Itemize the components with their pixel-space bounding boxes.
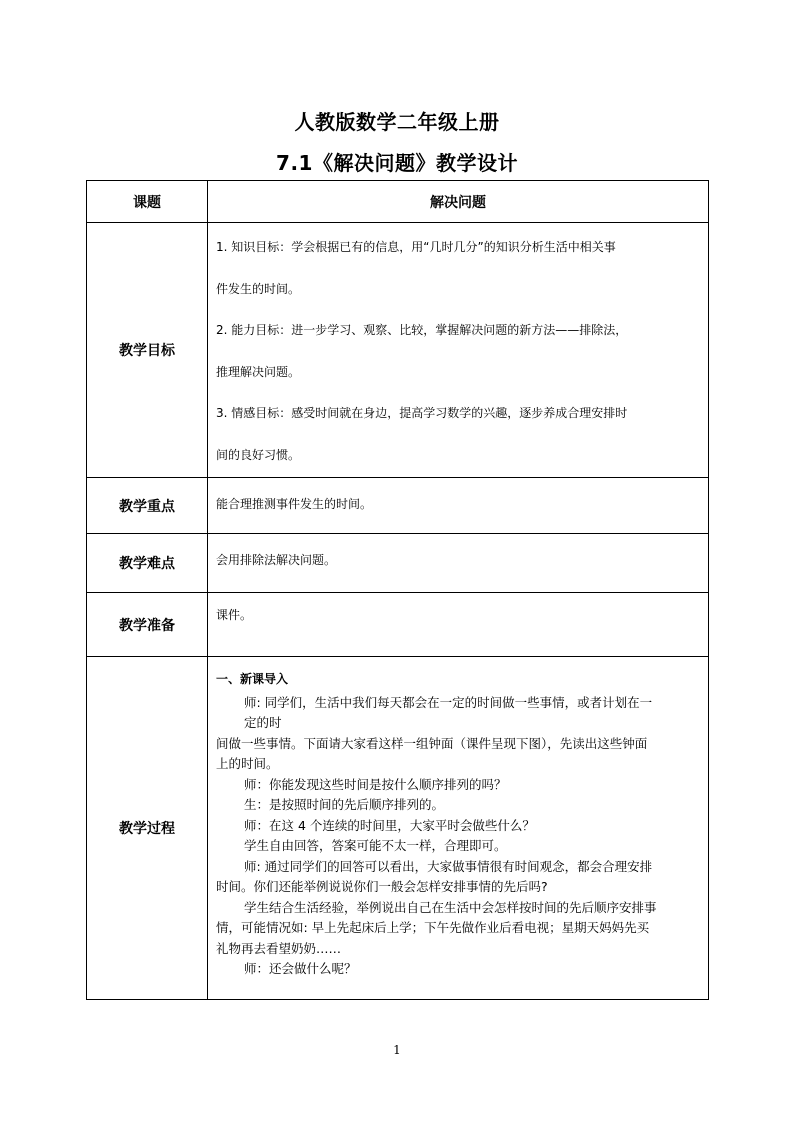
preparation-text: 课件。 bbox=[216, 608, 253, 622]
process-line: 师：在这 4 个连续的时间里，大家平时会做些什么？ bbox=[244, 817, 535, 833]
goal-line: 2. 能力目标：进一步学习、观察、比较，掌握解决问题的新方法——排除法， bbox=[216, 323, 628, 337]
key-point-text: 能合理推测事件发生的时间。 bbox=[216, 497, 373, 511]
difficulty-label: 教学难点 bbox=[87, 534, 208, 593]
goal-line: 3. 情感目标：感受时间就在身边，提高学习数学的兴趣，逐步养成合理安排时 bbox=[216, 406, 628, 420]
topic-value: 解决问题 bbox=[208, 181, 709, 223]
key-point-cell bbox=[208, 478, 709, 534]
process-line: 情，可能情况如: 早上先起床后上学；下午先做作业后看电视；星期天妈妈先买 bbox=[216, 920, 650, 935]
goal-line: 间的良好习惯。 bbox=[216, 447, 301, 462]
process-line: 上的时间。 bbox=[216, 756, 279, 771]
process-line: 学生自由回答，答案可能不太一样，合理即可。 bbox=[244, 838, 507, 853]
preparation-label: 教学准备 bbox=[87, 593, 208, 657]
process-line: 师: 同学们，生活中我们每天都会在一定的时间做一些事情，或者计划在一 bbox=[244, 694, 653, 710]
difficulty-cell bbox=[208, 534, 709, 593]
document-subtitle: 7.1《解决问题》教学设计 bbox=[276, 151, 518, 175]
key-point-label: 教学重点 bbox=[87, 478, 208, 534]
table-row-key-point bbox=[87, 478, 709, 534]
process-line: 生：是按照时间的先后顺序排列的。 bbox=[244, 797, 445, 812]
process-cell bbox=[208, 657, 709, 1000]
topic-label: 课题 bbox=[87, 181, 208, 223]
table-row-topic bbox=[87, 181, 709, 223]
preparation-cell bbox=[208, 593, 709, 657]
process-line: 礼物再去看望奶奶…… bbox=[216, 940, 342, 956]
process-line: 时间。你们还能举例说说你们一般会怎样安排事情的先后吗? bbox=[216, 879, 548, 894]
goals-label: 教学目标 bbox=[87, 223, 208, 478]
process-text bbox=[208, 657, 708, 980]
goals-cell bbox=[208, 223, 709, 478]
goal-line: 件发生的时间。 bbox=[216, 281, 301, 296]
table-row-process bbox=[87, 657, 709, 1000]
page-number: 1 bbox=[393, 1043, 401, 1057]
lesson-plan-table bbox=[86, 180, 709, 1000]
goal-line: 推理解决问题。 bbox=[216, 364, 301, 379]
goal-line: 1. 知识目标：学会根据已有的信息，用“几时几分”的知识分析生活中相关事 bbox=[216, 240, 616, 254]
difficulty-text: 会用排除法解决问题。 bbox=[216, 553, 337, 567]
process-label: 教学过程 bbox=[87, 657, 208, 1000]
process-line: 师：你能发现这些时间是按什么顺序排列的吗？ bbox=[244, 776, 507, 792]
process-line: 师: 通过同学们的回答可以看出，大家做事情很有时间观念，都会合理安排 bbox=[244, 858, 653, 874]
process-heading: 一、新课导入 bbox=[216, 672, 289, 686]
process-line: 学生结合生活经验，举例说出自己在生活中会怎样按时间的先后顺序安排事 bbox=[244, 899, 657, 915]
process-line: 师：还会做什么呢？ bbox=[244, 961, 357, 976]
process-line: 间做一些事情。下面请大家看这样一组钟面（课件呈现下图），先读出这些钟面 bbox=[216, 735, 648, 751]
table-row-preparation bbox=[87, 593, 709, 657]
document-title: 人教版数学二年级上册 bbox=[294, 110, 500, 134]
goals-text bbox=[208, 223, 708, 476]
table-row-difficulty bbox=[87, 534, 709, 593]
table-row-goals bbox=[87, 223, 709, 478]
process-line: 定的时 bbox=[244, 715, 282, 730]
